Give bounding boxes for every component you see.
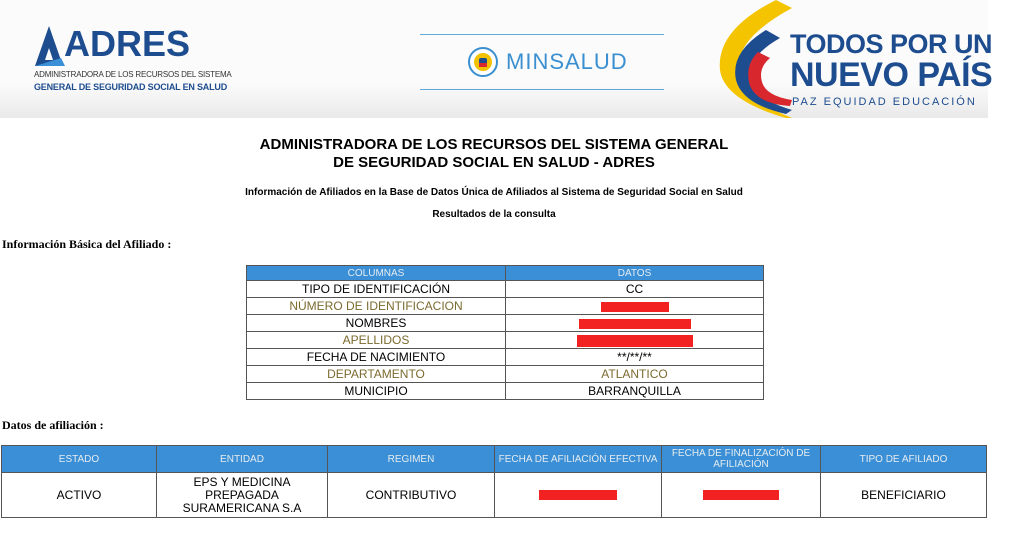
page-title-line-1: ADMINISTRADORA DE LOS RECURSOS DEL SISTEMA GENERAL xyxy=(259,136,729,153)
col-header-columnas: COLUMNAS xyxy=(247,266,506,281)
slogan-line-3: PAZ EQUIDAD EDUCACIÓN xyxy=(792,96,977,108)
redacted-value xyxy=(577,335,693,347)
redacted-value xyxy=(539,490,617,500)
flag-swoosh-icon xyxy=(706,0,792,118)
cell-fecha-final xyxy=(662,473,821,518)
row-value-apellidos xyxy=(506,332,764,349)
row-label-fecha: FECHA DE NACIMIENTO xyxy=(247,349,506,366)
table-row xyxy=(247,332,764,349)
cell-entidad: EPS Y MEDICINA PREPAGADA SURAMERICANA S.A xyxy=(157,473,328,518)
row-value-municipio: BARRANQUILLA xyxy=(506,383,764,400)
adres-tagline-2: GENERAL DE SEGURIDAD SOCIAL EN SALUD xyxy=(34,82,227,92)
row-label-tipo: TIPO DE IDENTIFICACIÓN xyxy=(247,281,506,298)
cell-regimen: CONTRIBUTIVO xyxy=(328,473,495,518)
table-row xyxy=(2,473,987,518)
basic-info-table xyxy=(246,265,764,400)
table-row xyxy=(247,298,764,315)
row-value-fecha: **/**/** xyxy=(506,349,764,366)
minsalud-rule-top xyxy=(420,34,664,35)
slogan-line-1: TODOS POR UN xyxy=(790,29,993,59)
row-label-nombres: NOMBRES xyxy=(247,315,506,332)
redacted-value xyxy=(703,490,779,500)
basic-info-label: Información Básica del Afiliado : xyxy=(2,237,172,251)
row-value-nombres xyxy=(506,315,764,332)
adres-tagline-1: ADMINISTRADORA DE LOS RECURSOS DEL SISTEMA xyxy=(34,70,232,79)
table-row xyxy=(247,281,764,298)
col-header-entidad: ENTIDAD xyxy=(157,446,328,473)
basic-info-header-row xyxy=(247,266,764,281)
page-subtitle: Información de Afiliados en la Base de Datos Única de Afiliados al Sistema de Seguridad Social en Salud xyxy=(245,187,743,198)
col-header-tipo-afiliado: TIPO DE AFILIADO xyxy=(821,446,987,473)
col-header-fecha-final: FECHA DE FINALIZACIÓN DE AFILIACIÓN xyxy=(662,446,821,473)
col-header-datos: DATOS xyxy=(506,266,764,281)
page-title-line-2: DE SEGURIDAD SOCIAL EN SALUD - ADRES xyxy=(333,154,655,171)
slogan-line-2: NUEVO PAÍS xyxy=(790,56,993,94)
header-banner xyxy=(0,0,993,118)
table-row xyxy=(247,315,764,332)
row-label-numero: NÚMERO DE IDENTIFICACION xyxy=(247,298,506,315)
table-row xyxy=(247,383,764,400)
cell-tipo-afiliado: BENEFICIARIO xyxy=(821,473,987,518)
minsalud-rule-bottom xyxy=(420,89,664,90)
row-label-municipio: MUNICIPIO xyxy=(247,383,506,400)
col-header-fecha-efectiva: FECHA DE AFILIACIÓN EFECTIVA xyxy=(495,446,662,473)
table-row xyxy=(247,349,764,366)
adres-logo-text: ADRES xyxy=(64,23,191,64)
redacted-value xyxy=(579,319,691,329)
row-value-tipo: CC xyxy=(506,281,764,298)
minsalud-logo-text: MINSALUD xyxy=(506,49,628,74)
redacted-value xyxy=(601,302,669,312)
results-heading: Resultados de la consulta xyxy=(432,209,556,220)
cell-estado: ACTIVO xyxy=(2,473,157,518)
col-header-estado: ESTADO xyxy=(2,446,157,473)
table-row xyxy=(247,366,764,383)
affiliation-header-row xyxy=(2,446,987,473)
page-title xyxy=(0,136,988,172)
colombia-seal-icon xyxy=(468,47,498,77)
cell-fecha-efectiva xyxy=(495,473,662,518)
affiliation-label: Datos de afiliación : xyxy=(2,418,104,432)
row-label-departamento: DEPARTAMENTO xyxy=(247,366,506,383)
col-header-regimen: REGIMEN xyxy=(328,446,495,473)
row-value-departamento: ATLANTICO xyxy=(506,366,764,383)
affiliation-table xyxy=(1,445,987,518)
row-label-apellidos: APELLIDOS xyxy=(247,332,506,349)
row-value-numero xyxy=(506,298,764,315)
